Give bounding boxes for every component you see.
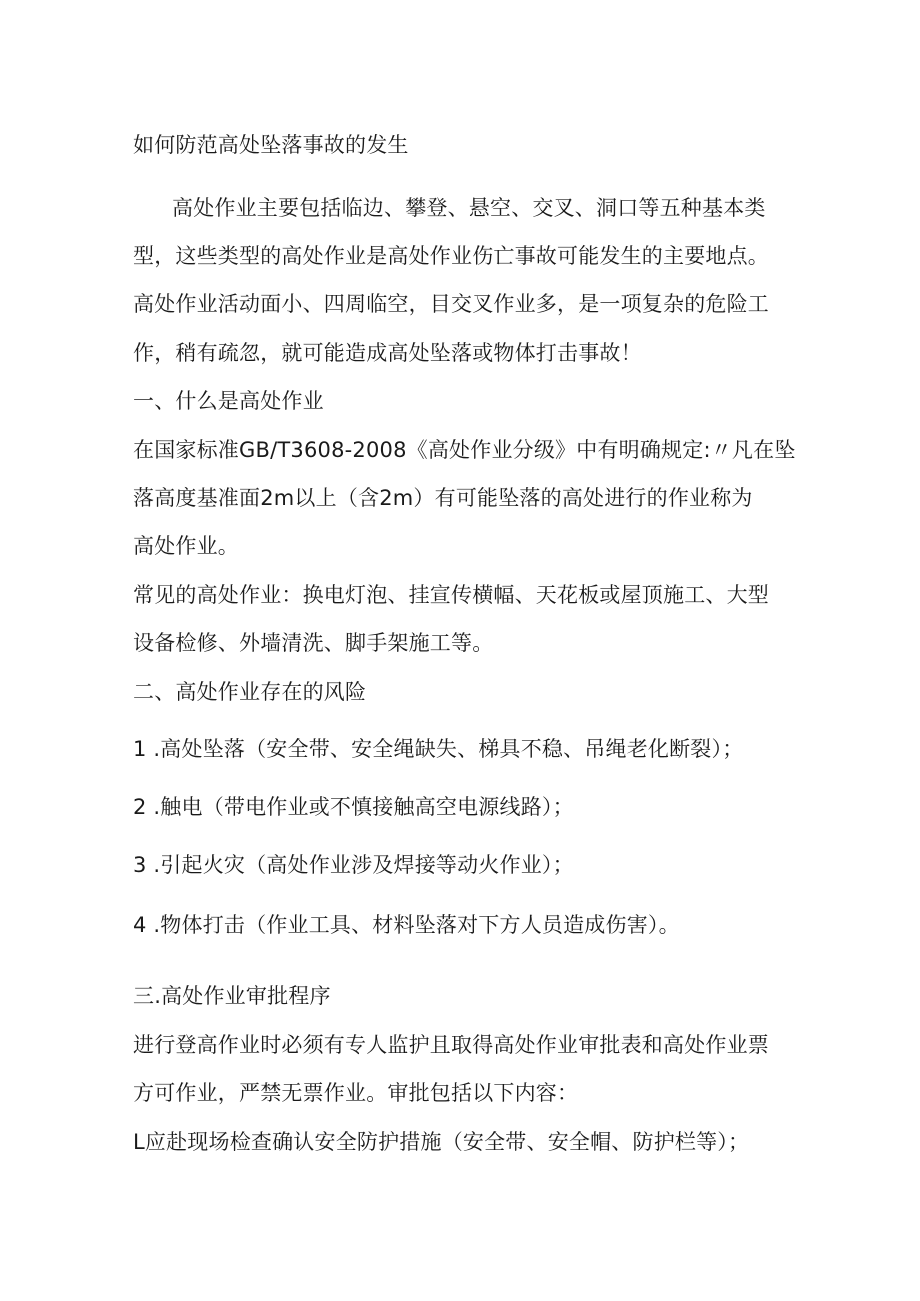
risk-item-4: 4 .物体打击（作业工具、材料坠落对下方人员造成伤害）。 — [133, 913, 680, 937]
risk-item-1: 1 .高处坠落（安全带、安全绳缺失、梯具不稳、吊绳老化断裂）； — [133, 737, 744, 761]
intro-line-1: 高处作业主要包括临边、攀登、悬空、交叉、洞口等五种基本类 — [172, 196, 766, 220]
section-1-heading: 一、什么是高处作业 — [133, 389, 324, 413]
document-title: 如何防范高处坠落事故的发生 — [133, 133, 409, 157]
definition-line-2: 落高度基准面2m以上（含2m）有可能坠落的高处进行的作业称为 — [133, 486, 753, 510]
intro-line-4: 作，稍有疏忽，就可能造成高处坠落或物体打击事故！ — [133, 341, 642, 365]
common-work-line-1: 常见的高处作业：换电灯泡、挂宣传横幅、天花板或屋顶施工、大型 — [133, 583, 769, 607]
definition-line-1: 在国家标准GB/T3608-2008《高处作业分级》中有明确规定:〃凡在坠 — [133, 438, 796, 462]
section-3-heading: 三.高处作业审批程序 — [133, 984, 331, 1008]
approval-line-1: 进行登高作业时必须有专人监护且取得高处作业审批表和高处作业票 — [133, 1033, 769, 1057]
definition-line-3: 高处作业。 — [133, 534, 239, 558]
risk-item-3: 3 .引起火灾（高处作业涉及焊接等动火作业）； — [133, 853, 574, 877]
intro-line-3: 高处作业活动面小、四周临空，目交叉作业多，是一项复杂的危险工 — [133, 292, 769, 316]
intro-line-2: 型，这些类型的高处作业是高处作业伤亡事故可能发生的主要地点。 — [133, 244, 769, 268]
approval-item-1: L应赴现场检查确认安全防护措施（安全带、安全帽、防护栏等）； — [133, 1130, 750, 1154]
common-work-line-2: 设备检修、外墙清洗、脚手架施工等。 — [133, 631, 494, 655]
approval-line-2: 方可作业，严禁无票作业。审批包括以下内容： — [133, 1081, 579, 1105]
section-2-heading: 二、高处作业存在的风险 — [133, 680, 367, 704]
risk-item-2: 2 .触电（带电作业或不慎接触高空电源线路）； — [133, 795, 574, 819]
